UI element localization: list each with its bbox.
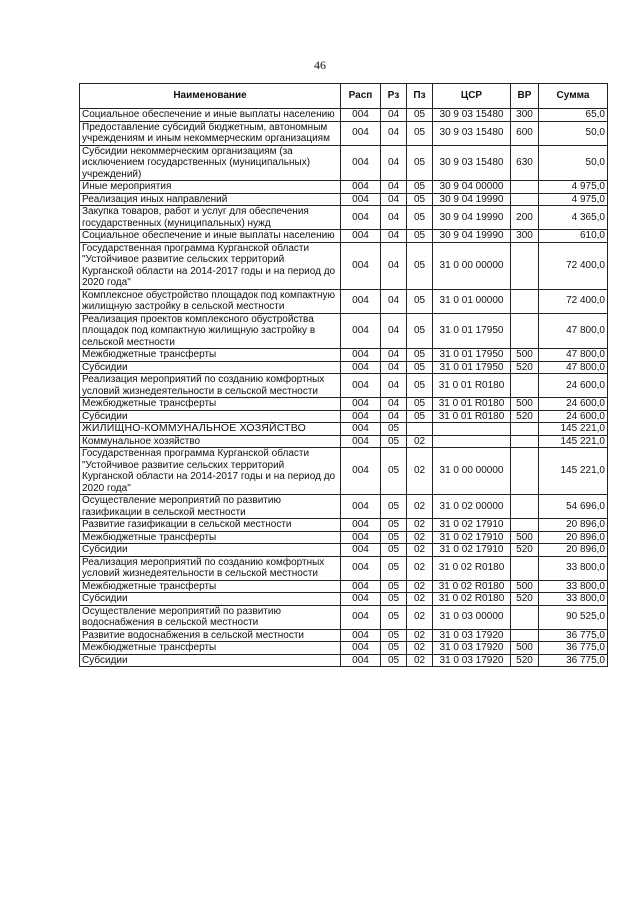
cell-vr: 300 [511, 230, 539, 243]
table-row [80, 556, 608, 580]
cell-pz: 02 [407, 435, 433, 448]
cell-csr: 31 0 01 17950 [433, 361, 511, 374]
cell-sum: 20 896,0 [539, 531, 608, 544]
cell-pz: 05 [407, 181, 433, 194]
cell-vr [511, 448, 539, 495]
cell-pz: 02 [407, 642, 433, 655]
cell-rz: 05 [381, 544, 407, 557]
cell-csr: 30 9 04 19990 [433, 193, 511, 206]
cell-rasp: 004 [341, 206, 381, 230]
table-row [80, 398, 608, 411]
table-row [80, 495, 608, 519]
cell-pz: 02 [407, 593, 433, 606]
cell-csr: 31 0 03 17920 [433, 642, 511, 655]
cell-name: Развитие газификации в сельской местности [80, 519, 341, 532]
cell-rz: 04 [381, 410, 407, 423]
cell-pz: 05 [407, 289, 433, 313]
cell-vr: 520 [511, 654, 539, 667]
cell-csr: 31 0 01 00000 [433, 289, 511, 313]
cell-csr: 30 9 03 15480 [433, 121, 511, 145]
table-row [80, 423, 608, 436]
cell-name: Комплексное обустройство площадок под компактную жилищную застройку в сельской местности [80, 289, 341, 313]
table-body [80, 109, 608, 667]
cell-sum: 4 365,0 [539, 206, 608, 230]
cell-name: Субсидии [80, 654, 341, 667]
cell-csr: 31 0 02 00000 [433, 495, 511, 519]
cell-rasp: 004 [341, 398, 381, 411]
cell-rasp: 004 [341, 605, 381, 629]
cell-vr [511, 242, 539, 289]
cell-vr: 500 [511, 398, 539, 411]
cell-pz [407, 423, 433, 436]
cell-csr: 30 9 04 00000 [433, 181, 511, 194]
cell-csr [433, 435, 511, 448]
cell-rasp: 004 [341, 556, 381, 580]
table-row [80, 629, 608, 642]
cell-sum: 50,0 [539, 145, 608, 181]
cell-pz: 02 [407, 580, 433, 593]
cell-rz: 05 [381, 654, 407, 667]
table-row [80, 435, 608, 448]
cell-pz: 02 [407, 556, 433, 580]
cell-pz: 05 [407, 361, 433, 374]
cell-vr [511, 313, 539, 349]
cell-sum: 65,0 [539, 109, 608, 122]
cell-sum: 610,0 [539, 230, 608, 243]
cell-csr: 31 0 02 R0180 [433, 593, 511, 606]
header-row [80, 84, 608, 109]
cell-csr: 30 9 03 15480 [433, 145, 511, 181]
cell-csr: 31 0 01 17950 [433, 313, 511, 349]
cell-sum: 145 221,0 [539, 435, 608, 448]
cell-vr [511, 374, 539, 398]
table-row [80, 605, 608, 629]
cell-rasp: 004 [341, 289, 381, 313]
cell-rz: 05 [381, 556, 407, 580]
cell-rasp: 004 [341, 230, 381, 243]
cell-pz: 02 [407, 544, 433, 557]
cell-pz: 05 [407, 193, 433, 206]
table-row [80, 242, 608, 289]
cell-csr: 31 0 00 00000 [433, 242, 511, 289]
cell-name: Иные мероприятия [80, 181, 341, 194]
cell-rz: 05 [381, 593, 407, 606]
cell-sum: 36 775,0 [539, 654, 608, 667]
cell-rasp: 004 [341, 349, 381, 362]
cell-pz: 02 [407, 495, 433, 519]
cell-pz: 05 [407, 206, 433, 230]
cell-rz: 05 [381, 605, 407, 629]
cell-rasp: 004 [341, 580, 381, 593]
cell-csr: 31 0 00 00000 [433, 448, 511, 495]
cell-sum: 54 696,0 [539, 495, 608, 519]
table-row [80, 349, 608, 362]
table-row [80, 519, 608, 532]
table-row [80, 410, 608, 423]
cell-sum: 145 221,0 [539, 423, 608, 436]
cell-name: Государственная программа Курганской области "Устойчивое развитие сельских территорий Курганской области на 2014-2017 годы и на период до 2020 года" [80, 242, 341, 289]
cell-vr: 520 [511, 361, 539, 374]
cell-name: Субсидии [80, 410, 341, 423]
cell-vr: 520 [511, 544, 539, 557]
table-row [80, 374, 608, 398]
cell-rasp: 004 [341, 495, 381, 519]
cell-pz: 05 [407, 121, 433, 145]
cell-sum: 90 525,0 [539, 605, 608, 629]
table-row [80, 313, 608, 349]
cell-rz: 04 [381, 121, 407, 145]
cell-rz: 04 [381, 242, 407, 289]
cell-sum: 33 800,0 [539, 593, 608, 606]
cell-sum: 47 800,0 [539, 361, 608, 374]
cell-rasp: 004 [341, 593, 381, 606]
cell-vr: 500 [511, 531, 539, 544]
cell-pz: 02 [407, 654, 433, 667]
cell-name: Субсидии [80, 593, 341, 606]
cell-csr: 31 0 02 17910 [433, 531, 511, 544]
cell-name: Осуществление мероприятий по развитию газификации в сельской местности [80, 495, 341, 519]
cell-name: Субсидии [80, 361, 341, 374]
cell-vr: 500 [511, 580, 539, 593]
cell-rz: 04 [381, 398, 407, 411]
cell-rasp: 004 [341, 193, 381, 206]
cell-rasp: 004 [341, 313, 381, 349]
header-name: Наименование [80, 84, 341, 109]
cell-sum: 24 600,0 [539, 374, 608, 398]
cell-rz: 04 [381, 374, 407, 398]
cell-name: Предоставление субсидий бюджетным, автономным учреждениям и иным некоммерческим организациям [80, 121, 341, 145]
cell-rasp: 004 [341, 448, 381, 495]
cell-csr: 31 0 02 17910 [433, 544, 511, 557]
table-row [80, 544, 608, 557]
table-row [80, 230, 608, 243]
cell-rz: 05 [381, 519, 407, 532]
header-csr: ЦСР [433, 84, 511, 109]
cell-rz: 04 [381, 193, 407, 206]
cell-rz: 05 [381, 531, 407, 544]
table-row [80, 181, 608, 194]
cell-pz: 05 [407, 313, 433, 349]
cell-sum: 24 600,0 [539, 410, 608, 423]
cell-rasp: 004 [341, 629, 381, 642]
cell-pz: 02 [407, 519, 433, 532]
cell-rz: 05 [381, 495, 407, 519]
cell-rz: 05 [381, 423, 407, 436]
cell-sum: 36 775,0 [539, 642, 608, 655]
cell-pz: 02 [407, 605, 433, 629]
cell-sum: 36 775,0 [539, 629, 608, 642]
cell-csr: 31 0 03 17920 [433, 629, 511, 642]
cell-vr [511, 519, 539, 532]
cell-name: Субсидии некоммерческим организациям (за исключением государственных (муниципальных) учреждений) [80, 145, 341, 181]
table-row [80, 361, 608, 374]
cell-rasp: 004 [341, 423, 381, 436]
cell-pz: 05 [407, 145, 433, 181]
cell-csr: 31 0 02 17910 [433, 519, 511, 532]
cell-name: Реализация мероприятий по созданию комфортных условий жизнедеятельности в сельской местности [80, 556, 341, 580]
cell-pz: 05 [407, 242, 433, 289]
cell-sum: 4 975,0 [539, 181, 608, 194]
cell-csr: 31 0 02 R0180 [433, 580, 511, 593]
cell-sum: 72 400,0 [539, 289, 608, 313]
cell-rz: 04 [381, 145, 407, 181]
cell-rz: 05 [381, 642, 407, 655]
cell-rasp: 004 [341, 654, 381, 667]
cell-sum: 72 400,0 [539, 242, 608, 289]
cell-sum: 145 221,0 [539, 448, 608, 495]
cell-csr: 31 0 03 17920 [433, 654, 511, 667]
cell-name: Межбюджетные трансферты [80, 398, 341, 411]
cell-name: Субсидии [80, 544, 341, 557]
header-rz: Рз [381, 84, 407, 109]
cell-pz: 05 [407, 230, 433, 243]
table-row [80, 531, 608, 544]
cell-vr [511, 423, 539, 436]
cell-rz: 04 [381, 109, 407, 122]
cell-sum: 33 800,0 [539, 556, 608, 580]
cell-rz: 04 [381, 289, 407, 313]
cell-name: Межбюджетные трансферты [80, 349, 341, 362]
table-row [80, 580, 608, 593]
cell-rasp: 004 [341, 531, 381, 544]
cell-pz: 02 [407, 448, 433, 495]
cell-name: Межбюджетные трансферты [80, 531, 341, 544]
cell-vr [511, 289, 539, 313]
cell-rz: 04 [381, 349, 407, 362]
cell-vr [511, 181, 539, 194]
cell-sum: 50,0 [539, 121, 608, 145]
header-vr: ВР [511, 84, 539, 109]
cell-vr: 200 [511, 206, 539, 230]
cell-name: Реализация мероприятий по созданию комфортных условий жизнедеятельности в сельской местности [80, 374, 341, 398]
cell-rasp: 004 [341, 519, 381, 532]
cell-vr: 500 [511, 349, 539, 362]
cell-vr: 600 [511, 121, 539, 145]
cell-csr: 31 0 02 R0180 [433, 556, 511, 580]
cell-rz: 04 [381, 361, 407, 374]
header-pz: Пз [407, 84, 433, 109]
cell-name: Осуществление мероприятий по развитию водоснабжения в сельской местности [80, 605, 341, 629]
cell-rasp: 004 [341, 642, 381, 655]
cell-name: Межбюджетные трансферты [80, 580, 341, 593]
cell-rz: 04 [381, 181, 407, 194]
cell-csr: 31 0 01 R0180 [433, 410, 511, 423]
cell-rasp: 004 [341, 242, 381, 289]
cell-sum: 20 896,0 [539, 519, 608, 532]
table-row [80, 145, 608, 181]
cell-csr: 30 9 03 15480 [433, 109, 511, 122]
cell-sum: 20 896,0 [539, 544, 608, 557]
table-row [80, 109, 608, 122]
cell-vr [511, 495, 539, 519]
cell-rasp: 004 [341, 145, 381, 181]
cell-rz: 04 [381, 206, 407, 230]
cell-name: Закупка товаров, работ и услуг для обеспечения государственных (муниципальных) нужд [80, 206, 341, 230]
cell-name: Социальное обеспечение и иные выплаты населению [80, 109, 341, 122]
cell-name: Коммунальное хозяйство [80, 435, 341, 448]
cell-pz: 05 [407, 109, 433, 122]
budget-table [79, 83, 608, 667]
cell-vr [511, 605, 539, 629]
cell-csr [433, 423, 511, 436]
table-row [80, 289, 608, 313]
table-row [80, 642, 608, 655]
cell-vr [511, 556, 539, 580]
cell-rasp: 004 [341, 361, 381, 374]
cell-rasp: 004 [341, 544, 381, 557]
cell-sum: 4 975,0 [539, 193, 608, 206]
header-rasp: Расп [341, 84, 381, 109]
cell-vr: 300 [511, 109, 539, 122]
cell-csr: 30 9 04 19990 [433, 230, 511, 243]
cell-rz: 05 [381, 580, 407, 593]
table-row [80, 193, 608, 206]
cell-pz: 02 [407, 531, 433, 544]
cell-vr: 520 [511, 593, 539, 606]
cell-pz: 02 [407, 629, 433, 642]
cell-sum: 24 600,0 [539, 398, 608, 411]
cell-rasp: 004 [341, 121, 381, 145]
table-row [80, 121, 608, 145]
cell-name: ЖИЛИЩНО-КОММУНАЛЬНОЕ ХОЗЯЙСТВО [80, 423, 341, 436]
table-row [80, 654, 608, 667]
cell-pz: 05 [407, 398, 433, 411]
cell-sum: 47 800,0 [539, 313, 608, 349]
header-sum: Сумма [539, 84, 608, 109]
cell-name: Развитие водоснабжения в сельской местности [80, 629, 341, 642]
cell-sum: 47 800,0 [539, 349, 608, 362]
cell-name: Реализация проектов комплексного обустройства площадок под компактную жилищную застройку в сельской местности [80, 313, 341, 349]
cell-rasp: 004 [341, 181, 381, 194]
cell-rz: 04 [381, 230, 407, 243]
cell-pz: 05 [407, 349, 433, 362]
cell-name: Государственная программа Курганской области "Устойчивое развитие сельских территорий Курганской области на 2014-2017 годы и на период до 2020 года" [80, 448, 341, 495]
table-row [80, 593, 608, 606]
cell-name: Реализация иных направлений [80, 193, 341, 206]
cell-rz: 05 [381, 448, 407, 495]
cell-csr: 31 0 01 17950 [433, 349, 511, 362]
page-number: 46 [314, 58, 326, 72]
cell-rasp: 004 [341, 410, 381, 423]
cell-vr [511, 629, 539, 642]
cell-rasp: 004 [341, 109, 381, 122]
cell-csr: 31 0 01 R0180 [433, 398, 511, 411]
cell-csr: 31 0 03 00000 [433, 605, 511, 629]
cell-rz: 04 [381, 313, 407, 349]
cell-vr: 500 [511, 642, 539, 655]
cell-name: Межбюджетные трансферты [80, 642, 341, 655]
cell-pz: 05 [407, 374, 433, 398]
cell-vr: 630 [511, 145, 539, 181]
cell-csr: 31 0 01 R0180 [433, 374, 511, 398]
cell-vr [511, 435, 539, 448]
cell-rasp: 004 [341, 435, 381, 448]
cell-vr [511, 193, 539, 206]
cell-csr: 30 9 04 19990 [433, 206, 511, 230]
cell-pz: 05 [407, 410, 433, 423]
cell-rz: 05 [381, 435, 407, 448]
cell-name: Социальное обеспечение и иные выплаты населению [80, 230, 341, 243]
table-row [80, 206, 608, 230]
cell-rz: 05 [381, 629, 407, 642]
cell-sum: 33 800,0 [539, 580, 608, 593]
table-row [80, 448, 608, 495]
cell-vr: 520 [511, 410, 539, 423]
cell-rasp: 004 [341, 374, 381, 398]
